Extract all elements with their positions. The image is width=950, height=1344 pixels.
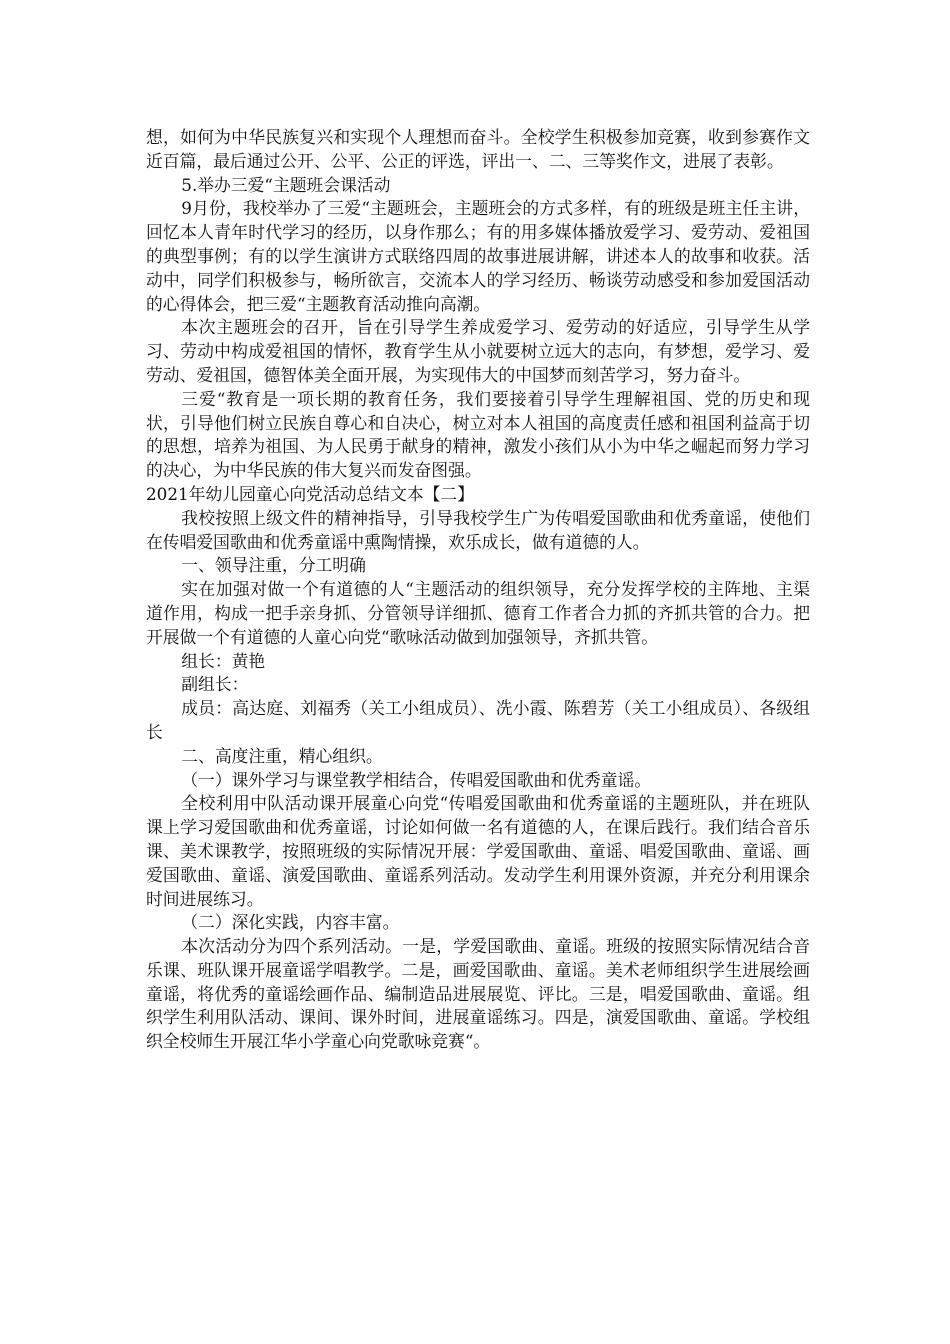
- paragraph: 想，如何为中华民族复兴和实现个人理想而奋斗。全校学生积极参加竞赛，收到参赛作文近百篇，最后通过公开、公平、公正的评选，评出一、二、三等奖作文，进展了表彰。: [146, 127, 810, 171]
- document-body: [146, 126, 810, 1054]
- section-heading: 5.举办三爱“主题班会课活动: [181, 174, 391, 195]
- deputy-leader-line: 副组长：: [181, 674, 249, 695]
- members-line: 成员：高达庭、刘福秀（关工小组成员）、冼小霞、陈碧芳（关工小组成员）、各级组长: [146, 698, 810, 742]
- paragraph: 实在加强对做一个有道德的人“主题活动的组织领导，充分发挥学校的主阵地、主渠道作用，构成一把手亲身抓、分管领导详细抓、德育工作者合力抓的齐抓共管的合力。把开展做一个有道德的人童心向党“歌咏活动做到加强领导，齐抓共管。: [146, 579, 810, 647]
- subsection-heading: （一）课外学习与课堂教学相结合，传唱爱国歌曲和优秀童谣。: [181, 769, 652, 790]
- paragraph: 9月份，我校举办了三爱“主题班会，主题班会的方式多样，有的班级是班主任主讲，回忆本人青年时代学习的经历，以身作那么；有的用多媒体播放爱学习、爱劳动、爱祖国的典型事例；有的以学生演讲方式联络四周的故事进展讲解，讲述本人的故事和收获。活动中，同学们积极参与，畅所欲言，交流本人的学习经历、畅谈劳动感受和参加爱国活动的心得体会，把三爱“主题教育活动推向高潮。: [146, 198, 810, 314]
- document-title: 2021年幼儿园童心向党活动总结文本【二】: [146, 483, 474, 504]
- subsection-heading: （二）深化实践，内容丰富。: [181, 912, 400, 933]
- paragraph: 本次主题班会的召开，旨在引导学生养成爱学习、爱劳动的好适应，引导学生从学习、劳动中构成爱祖国的情怀，教育学生从小就要树立远大的志向，有梦想，爱学习、爱劳动、爱祖国，德智体美全面开展，为实现伟大的中国梦而刻苦学习，努力奋斗。: [146, 317, 810, 385]
- paragraph: 本次活动分为四个系列活动。一是，学爱国歌曲、童谣。班级的按照实际情况结合音乐课、班队课开展童谣学唱教学。二是，画爱国歌曲、童谣。美术老师组织学生进展绘画童谣，将优秀的童谣绘画作品、编制造品进展展览、评比。三是，唱爱国歌曲、童谣。组织学生利用队活动、课间、课外时间，进展童谣练习。四是，演爱国歌曲、童谣。学校组织全校师生开展江华小学童心向党歌咏竞赛“。: [146, 936, 810, 1052]
- paragraph: 三爱“教育是一项长期的教育任务，我们要接着引导学生理解祖国、党的历史和现状，引导他们树立民族自尊心和自决心，树立对本人祖国的高度责任感和祖国利益高于切的思想，培养为祖国、为人民勇于献身的精神，激发小孩们从小为中华之崛起而努力学习的决心，为中华民族的伟大复兴而发奋图强。: [146, 388, 810, 481]
- section-heading: 二、高度注重，精心组织。: [181, 745, 383, 766]
- paragraph: 全校利用中队活动课开展童心向党“传唱爱国歌曲和优秀童谣的主题班队，并在班队课上学习爱国歌曲和优秀童谣，讨论如何做一名有道德的人，在课后践行。我们结合音乐课、美术课教学，按照班级的实际情况开展：学爱国歌曲、童谣、唱爱国歌曲、童谣、画爱国歌曲、童谣、演爱国歌曲、童谣系列活动。发动学生利用课外资源，并充分利用课余时间进展练习。: [146, 793, 810, 909]
- leader-line: 组长：黄艳: [181, 650, 266, 671]
- section-heading: 一、领导注重，分工明确: [181, 555, 366, 576]
- paragraph: 我校按照上级文件的精神指导，引导我校学生广为传唱爱国歌曲和优秀童谣，使他们在传唱爱国歌曲和优秀童谣中熏陶情操，欢乐成长，做有道德的人。: [146, 507, 810, 552]
